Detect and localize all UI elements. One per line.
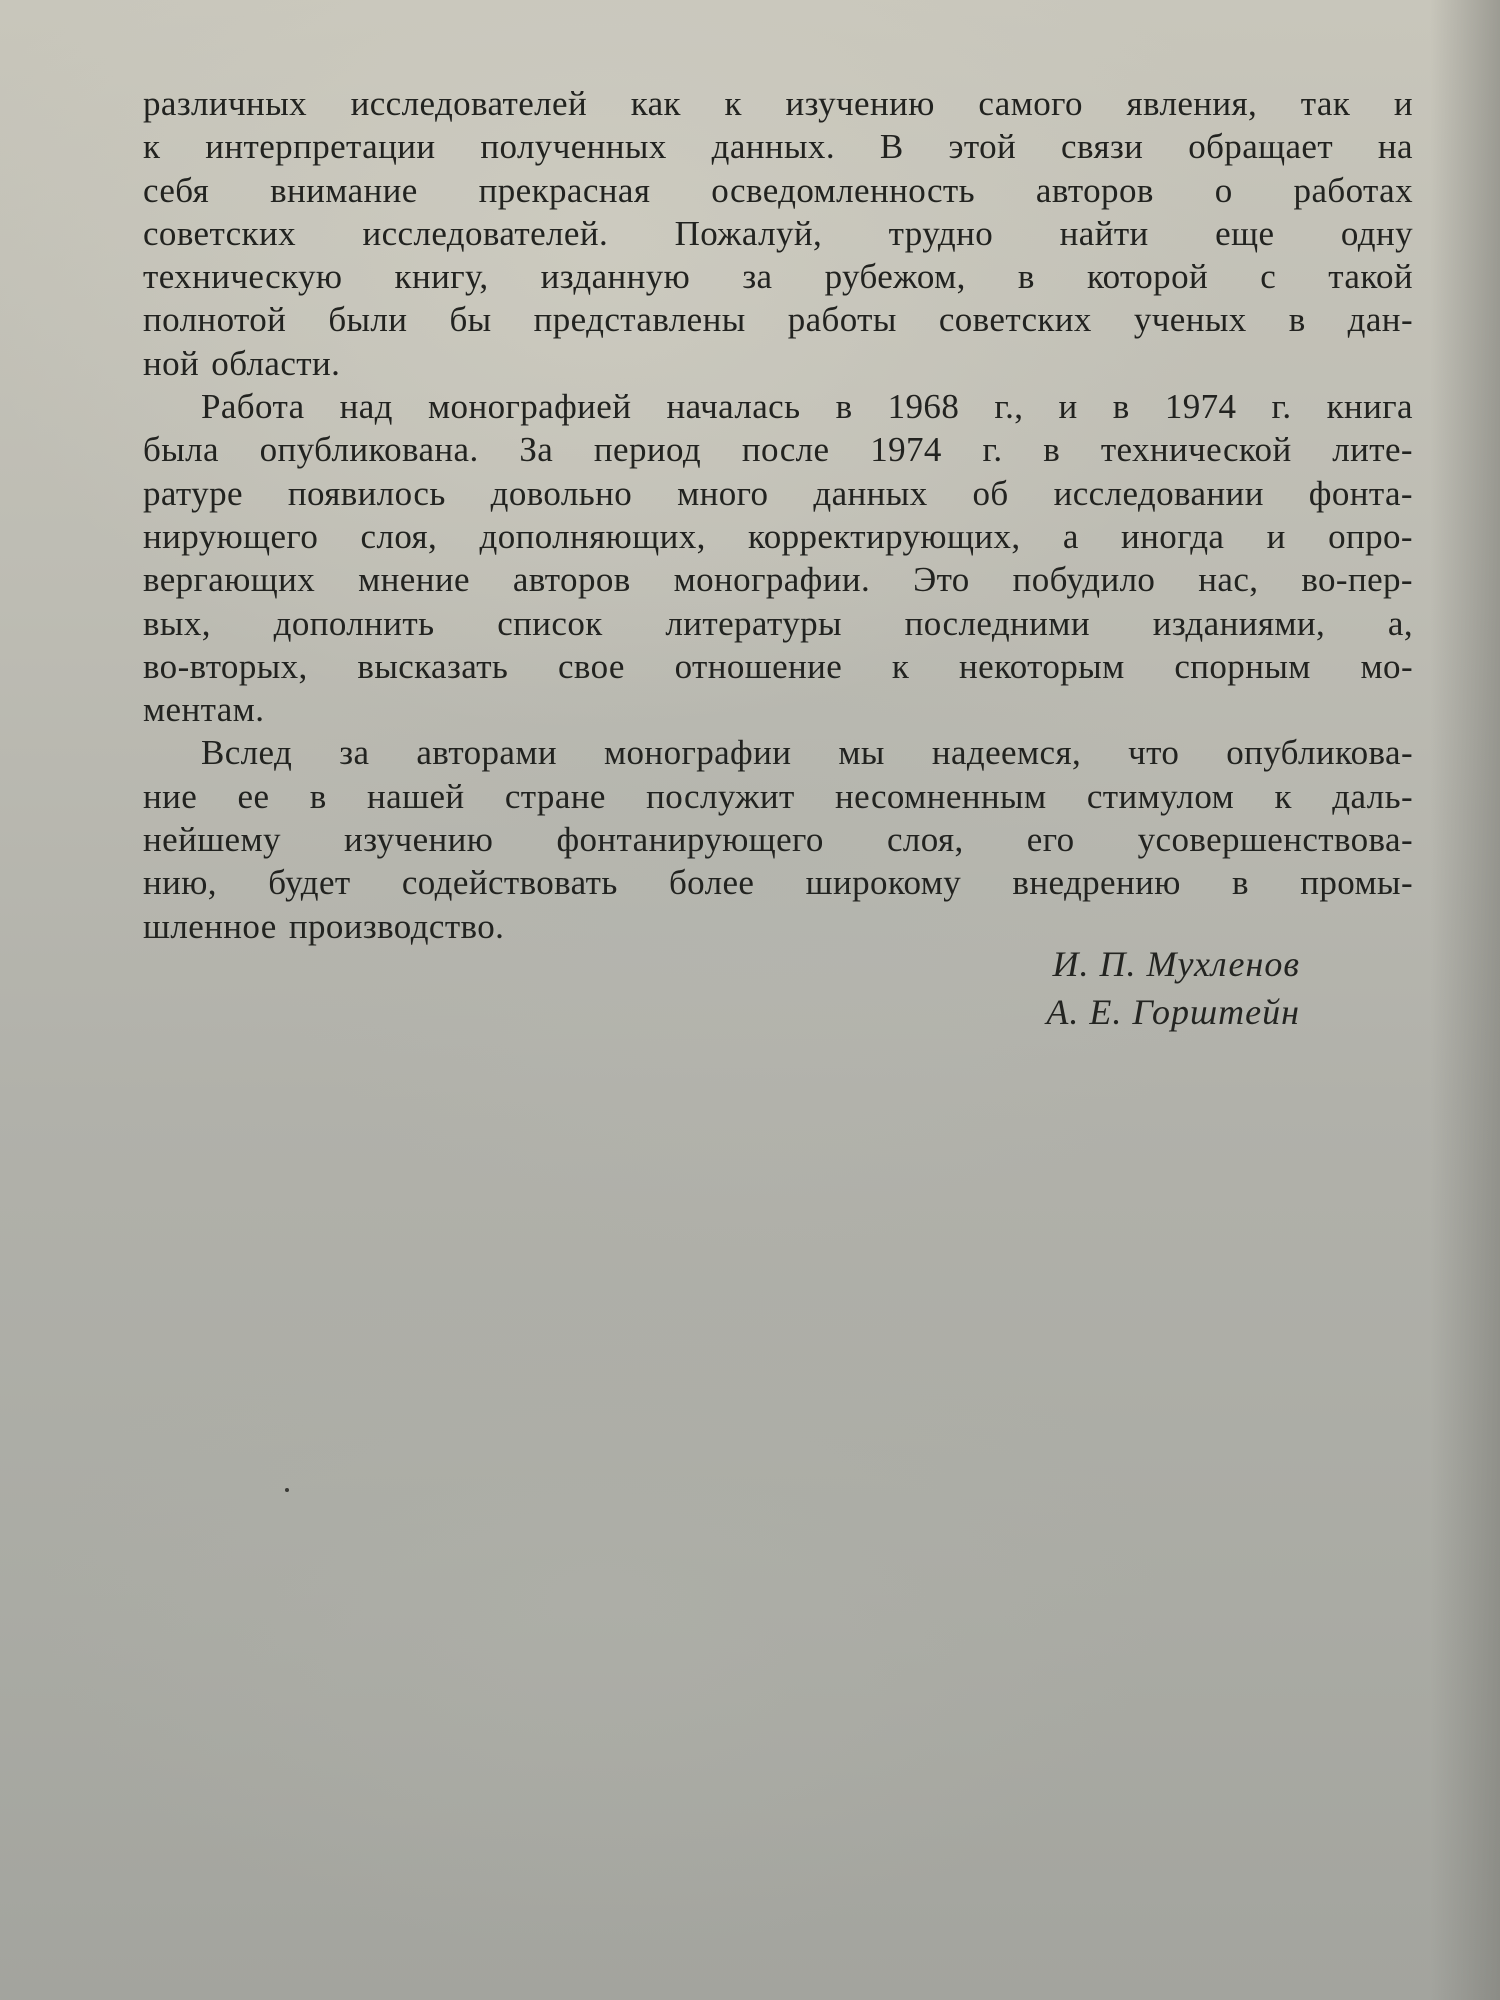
text-line: Работа над монографией началась в 1968 г., и в 1974 г. книга	[201, 387, 1413, 427]
text-line: советских исследователей. Пожалуй, трудно найти еще одну	[143, 213, 1413, 253]
text-line: полнотой были бы представлены работы советских ученых в дан-	[143, 300, 1413, 340]
signature-block	[940, 940, 1300, 1036]
text-line: нирующего слоя, дополняющих, корректирующих, а иногда и опро-	[143, 516, 1413, 556]
paragraph-3	[143, 731, 1413, 947]
text-line: себя внимание прекрасная осведомленность авторов о работах	[143, 170, 1413, 210]
text-line: была опубликована. За период после 1974 г. в технической лите-	[143, 430, 1413, 470]
text-line: ной области.	[143, 343, 341, 383]
paragraph-1	[143, 82, 1413, 385]
text-line: вых, дополнить список литературы последними изданиями, а,	[143, 603, 1413, 643]
signature-author-2: А. Е. Горштейн	[1046, 992, 1300, 1032]
text-line: во-вторых, высказать свое отношение к некоторым спорным мо-	[143, 646, 1413, 686]
text-line: ратуре появилось довольно много данных об исследовании фонта-	[143, 473, 1413, 513]
text-line: техническую книгу, изданную за рубежом, в которой с такой	[143, 257, 1413, 297]
signature-author-1: И. П. Мухленов	[1052, 944, 1300, 984]
text-line: шленное производство.	[143, 906, 505, 946]
text-line: ние ее в нашей стране послужит несомненным стимулом к даль-	[143, 776, 1413, 816]
text-line: Вслед за авторами монографии мы надеемся, что опубликова-	[201, 733, 1413, 773]
text-line: нию, будет содействовать более широкому внедрению в промы-	[143, 863, 1413, 903]
text-line: различных исследователей как к изучению самого явления, так и	[143, 84, 1413, 123]
text-line: нейшему изучению фонтанирующего слоя, его усовершенствова-	[143, 820, 1413, 860]
text-line: к интерпретации полученных данных. В этой связи обращает на	[143, 127, 1413, 167]
paragraph-2	[143, 385, 1413, 731]
paper-speck	[285, 1488, 289, 1492]
text-line: вергающих мнение авторов монографии. Это побудило нас, во-пер-	[143, 560, 1413, 600]
text-line: ментам.	[143, 690, 265, 730]
body-text	[143, 82, 1413, 948]
